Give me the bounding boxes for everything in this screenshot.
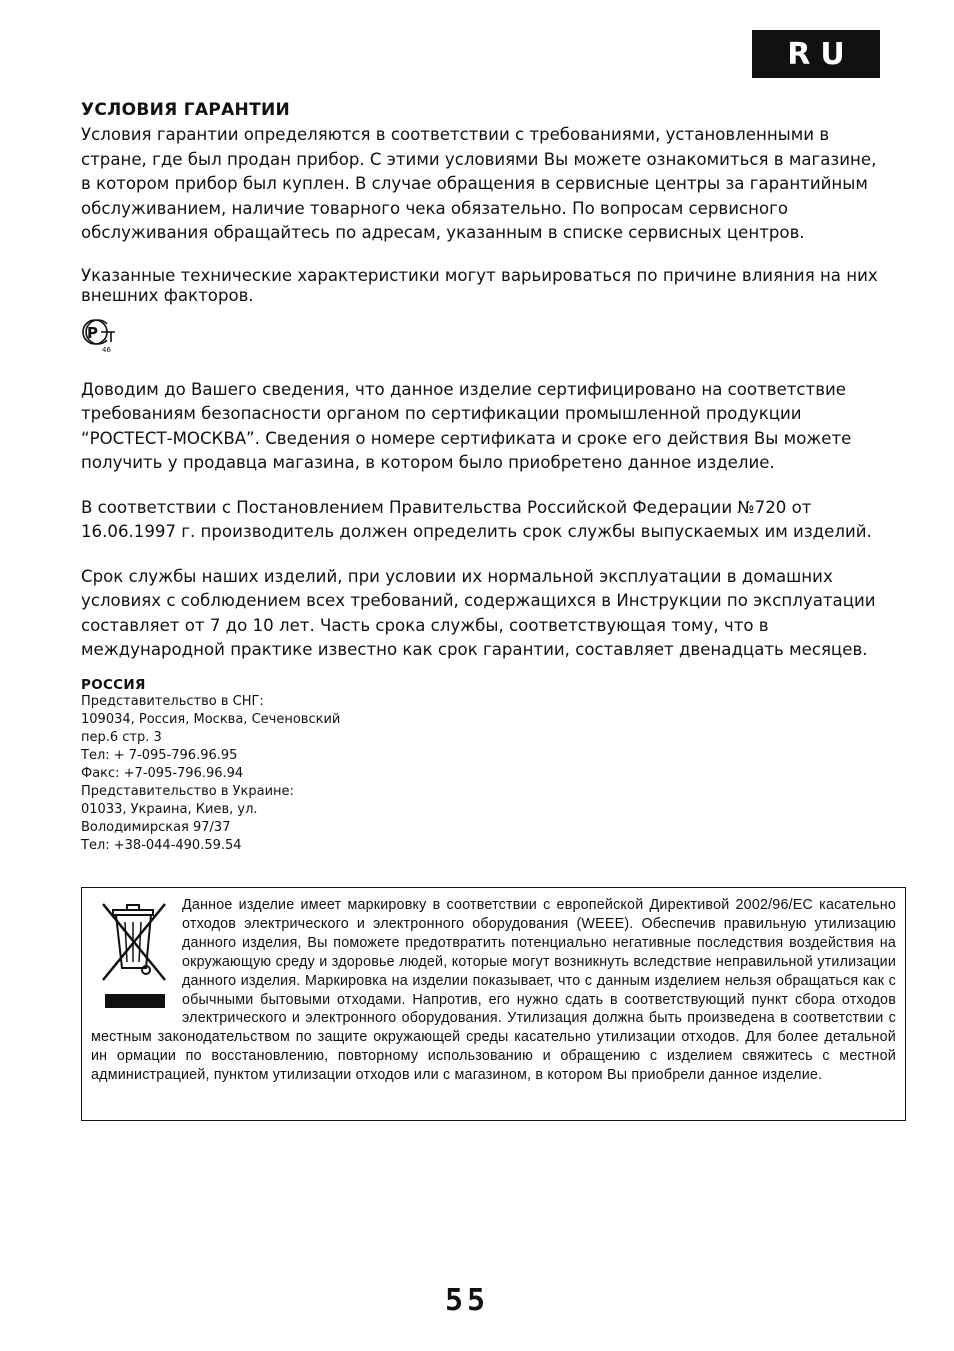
contact-line: Володимирская 97/37 <box>81 819 231 835</box>
specs-note: Указанные технические характеристики могут варьироваться по причине влияния на них внешних факторов. <box>81 265 878 305</box>
contact-line: Представительство в Украине: <box>81 783 294 799</box>
contact-line: 109034, Россия, Москва, Сеченовский <box>81 711 341 727</box>
warranty-heading: УСЛОВИЯ ГАРАНТИИ <box>81 100 291 120</box>
contact-line: Представительство в СНГ: <box>81 693 264 709</box>
weee-notice-box <box>81 887 906 1121</box>
contact-line: 01033, Украина, Киев, ул. <box>81 801 258 817</box>
warranty-paragraph: Условия гарантии определяются в соответствии с требованиями, установленными в стране, где был продан прибор. С этими условиями Вы можете ознакомиться в магазине, в котором прибор был куплен. В случае обращения в сервисные центры за гарантийным обслуживанием, наличие товарного чека обязательно. По вопросам сервисного обслуживания обращайтесь по адресам, указанным в списке сервисных центров. <box>81 125 877 242</box>
contact-country: РОССИЯ <box>81 676 146 693</box>
rst-certification-mark-icon <box>81 318 121 358</box>
certification-paragraph: Доводим до Вашего сведения, что данное изделие сертифицировано на соответствие требованиям безопасности органом по сертификации промышленной продукции “РОСТЕСТ-МОСКВА”. Сведения о номере сертификата и сроке его действия Вы можете получить у продавца магазина, в котором было приобретено данное изделие. <box>81 379 852 472</box>
service-life-decree-paragraph: В соответствии с Постановлением Правительства Российской Федерации №720 от 16.06.1997 г. производитель должен определить срок службы выпускаемых им изделий. <box>81 497 872 541</box>
contact-block <box>81 677 891 855</box>
main-content <box>81 100 891 855</box>
weee-notice-text: Данное изделие имеет маркировку в соответствии с европейской Директивой 2002/96/EC касательно отходов электрического и электронного оборудования (WEEE). Обеспечив правильную утилизацию данного изделия, Вы поможете предотвратить потенциально негативные последствия воздействия на окружающую среду и здоровье людей, которые могут возникнуть вследствие неправильной утилизации данного изделия. Маркировка на изделии показывает, что с данным изделием нельзя обращаться как с обычными бытовыми отходами. Напротив, его нужно сдать в соответствующий пункт сбора отходов электрического и электронного оборудования. Утилизация должна быть произведена в соответствии с местным законодательством по защите окружающей среды касательно утилизации отходов. Для более детальной ин ормации по восстановлению, повторному использованию и обращению с изделием свяжитесь с местной администрацией, пунктом утилизации отходов или с магазином, в котором Вы приобрели данное изделие. <box>91 897 896 1084</box>
crossed-out-wheelie-bin-icon <box>91 896 179 1014</box>
contact-line: Факс: +7-095-796.96.94 <box>81 765 244 781</box>
certification-code: 46 <box>102 345 111 354</box>
contact-line: Тел: + 7-095-796.96.95 <box>81 747 238 763</box>
svg-text:Р: Р <box>87 323 98 342</box>
contact-line: Тел: +38-044-490.59.54 <box>81 837 242 853</box>
service-life-paragraph: Срок службы наших изделий, при условии их нормальной эксплуатации в домашних условиях с соблюдением всех требований, содержащихся в Инструкции по эксплуатации составляет от 7 до 10 лет. Часть срока службы, соответствующая тому, что в международной практике известно как срок гарантии, составляет двенадцать месяцев. <box>81 566 876 659</box>
contact-line: пер.6 стр. 3 <box>81 729 162 745</box>
language-badge: RU <box>752 30 880 78</box>
page-number: 55 <box>444 1283 490 1318</box>
